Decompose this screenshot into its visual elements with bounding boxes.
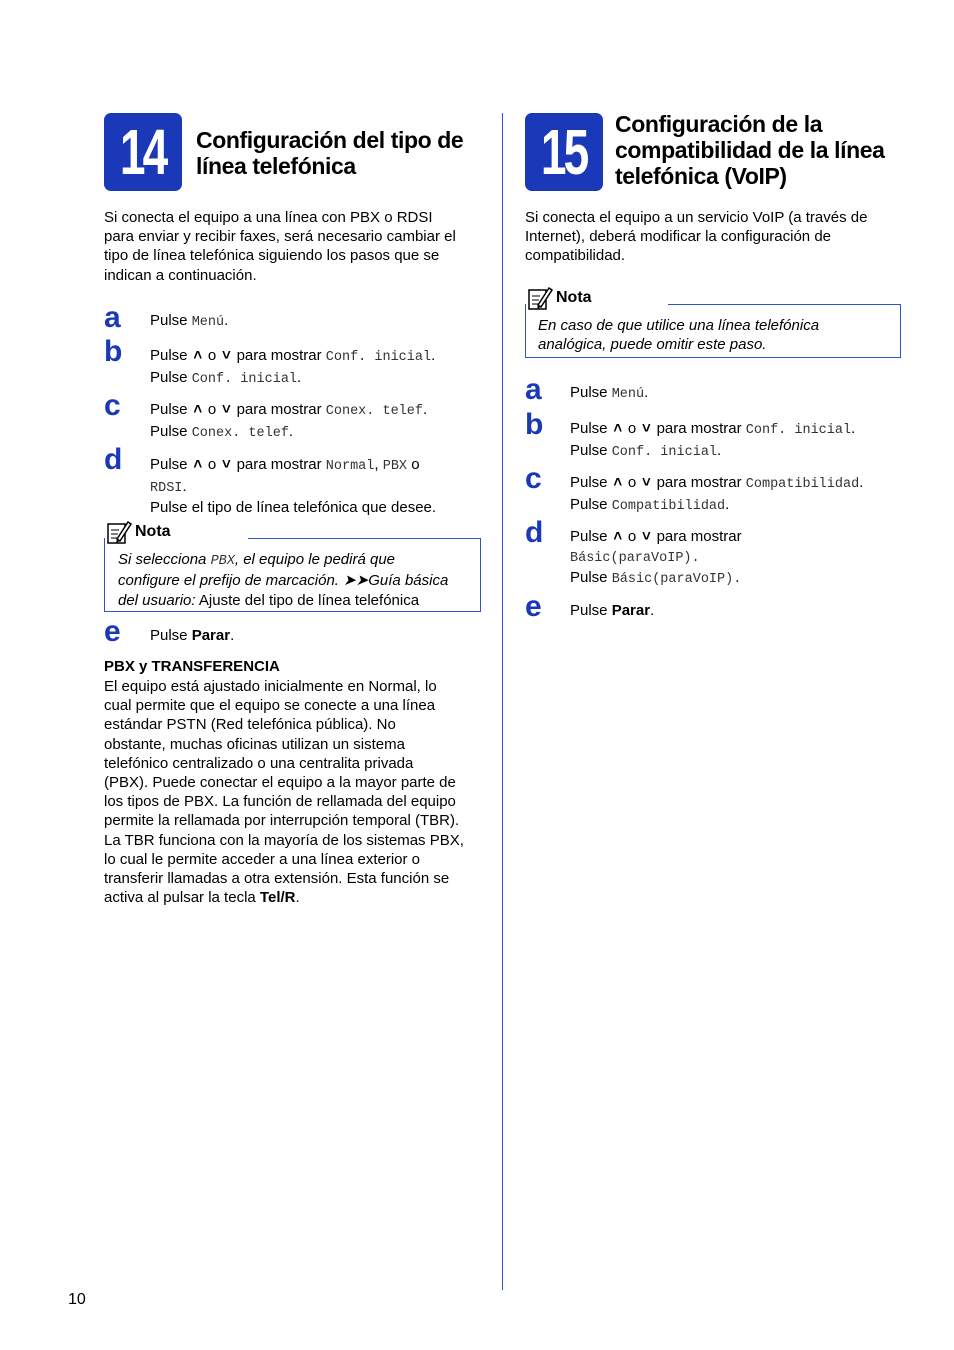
arrow-up-icon: ˄ bbox=[193, 347, 203, 364]
section-15-intro: Si conecta el equipo a un servicio VoIP (a través de Internet), deberá modificar la configuración de compatibilidad. bbox=[525, 209, 868, 265]
page-number: 10 bbox=[68, 1291, 86, 1308]
arrow-down-icon: ˅ bbox=[222, 401, 231, 418]
step-b-text: Pulse ˄ o ˅ para mostrar Conf. inicial. Pulse Conf. inicial. bbox=[570, 420, 856, 460]
arrow-up-icon: ˄ bbox=[193, 401, 203, 418]
note-header: Nota bbox=[527, 285, 592, 311]
arrow-down-icon: ˅ bbox=[642, 528, 651, 545]
step-a-text: Pulse Menú. bbox=[570, 384, 649, 402]
step-number-badge-14: 14 bbox=[104, 113, 182, 191]
step-letter-c: c bbox=[525, 462, 542, 495]
step-c-text: Pulse ˄ o ˅ para mostrar Compatibilidad. Pulse Compatibilidad. bbox=[570, 474, 864, 514]
step-letter-a: a bbox=[104, 301, 121, 334]
arrow-down-icon: ˅ bbox=[642, 420, 651, 437]
step-letter-e: e bbox=[104, 615, 121, 648]
step-e-text: Pulse Parar. bbox=[570, 602, 655, 619]
step-number-badge-15: 15 bbox=[525, 113, 603, 191]
step-a-text: Pulse Menú. bbox=[150, 312, 229, 330]
step-letter-b: b bbox=[525, 408, 544, 441]
pbx-heading: PBX y TRANSFERENCIA bbox=[104, 658, 280, 675]
step-letter-a: a bbox=[525, 373, 542, 406]
section-14-intro: Si conecta el equipo a una línea con PBX o RDSI para enviar y recibir faxes, será necesario cambiar el tipo de línea telefónica siguiendo los pasos que se indican a continuación. bbox=[104, 209, 456, 284]
note-pencil-icon bbox=[106, 519, 132, 545]
step-letter-c: c bbox=[104, 389, 121, 422]
step-letter-d: d bbox=[104, 443, 123, 476]
step-c-text: Pulse ˄ o ˅ para mostrar Conex. telef. Pulse Conex. telef. bbox=[150, 401, 428, 441]
note-body: En caso de que utilice una línea telefónica analógica, puede omitir este paso. bbox=[538, 317, 820, 354]
column-divider bbox=[502, 113, 503, 1290]
step-d-text: Pulse ˄ o ˅ para mostrar Básic(paraVoIP). Pulse Básic(paraVoIP). bbox=[570, 528, 742, 587]
arrow-up-icon: ˄ bbox=[613, 528, 623, 545]
arrow-up-icon: ˄ bbox=[613, 474, 623, 491]
step-d-text: Pulse ˄ o ˅ para mostrar Normal, PBX o RDSI. Pulse el tipo de línea telefónica que desee. bbox=[150, 456, 437, 516]
note-header: Nota bbox=[106, 519, 171, 545]
step-letter-e: e bbox=[525, 590, 542, 623]
arrow-up-icon: ˄ bbox=[193, 456, 203, 473]
pbx-paragraph: El equipo está ajustado inicialmente en Normal, lo cual permite que el equipo se conecte a una línea estándar PSTN (Red telefónica pública). No obstante, muchas oficinas utilizan un sistema telefónico centralizado o una centralita privada (PBX). Puede conectar el equipo a la mayor parte de los tipos de PBX. La función de rellamada del equipo permite la rellamada por interrupción temporal (TBR). La TBR funciona con la mayoría de los sistemas PBX, lo cual le permite acceder a una línea exterior o transferir llamadas a otra extensión. Esta función se activa al pulsar la tecla Tel/R. bbox=[104, 678, 464, 907]
arrow-up-icon: ˄ bbox=[613, 420, 623, 437]
arrow-down-icon: ˅ bbox=[642, 474, 651, 491]
note-body: Si selecciona PBX, el equipo le pedirá que configure el prefijo de marcación. ➤➤Guía básica del usuario: Ajuste del tipo de línea telefónica bbox=[118, 551, 449, 609]
step-letter-b: b bbox=[104, 335, 123, 368]
arrow-down-icon: ˅ bbox=[222, 347, 231, 364]
arrow-down-icon: ˅ bbox=[222, 456, 231, 473]
step-e-text: Pulse Parar. bbox=[150, 627, 235, 644]
step-b-text: Pulse ˄ o ˅ para mostrar Conf. inicial. Pulse Conf. inicial. bbox=[150, 347, 436, 387]
step-letter-d: d bbox=[525, 516, 544, 549]
note-pencil-icon bbox=[527, 285, 553, 311]
section-14-title: Configuración del tipo de línea telefónica bbox=[196, 127, 464, 179]
section-15-title: Configuración de la compatibilidad de la línea telefónica (VoIP) bbox=[615, 111, 885, 189]
